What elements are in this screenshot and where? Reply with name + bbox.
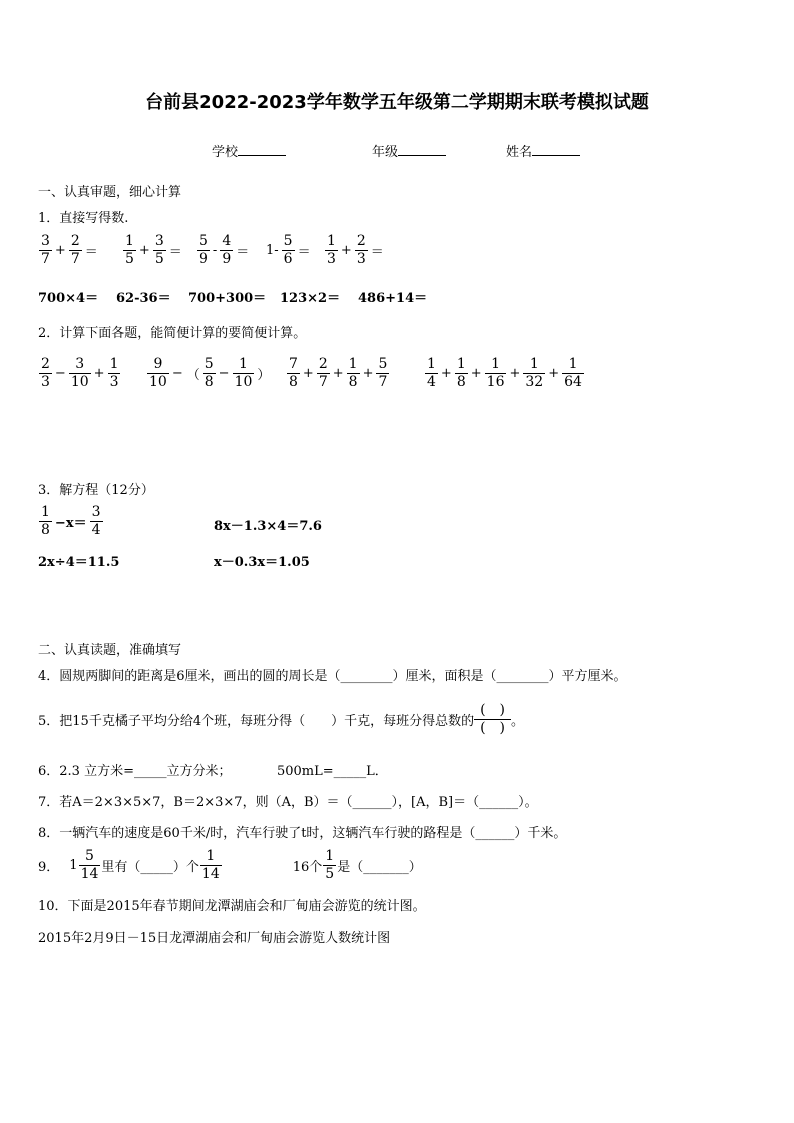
q1-calc-1: 700×4＝: [38, 291, 99, 306]
fraction: $\frac{5}{8}$: [204, 356, 214, 390]
q5-row: [38, 703, 524, 737]
school-blank[interactable]: [238, 155, 286, 156]
q3-equation-3: 2x÷4＝11.5: [38, 555, 120, 570]
fraction: $\frac{9}{10}$: [149, 356, 167, 390]
section1-heading: 一、认真审题，细心计算: [38, 185, 182, 200]
q2-expression-4: $\frac{1}{4}$ + $\frac{1}{8}$ + $\frac{1}{16}$ + $\frac{1}{32}$ + $\frac{1}{64}$: [427, 356, 582, 390]
fraction: $\frac{7}{8}$: [289, 356, 298, 390]
fraction: $\frac{1}{8}$: [41, 504, 50, 538]
grade-label: 年级: [372, 145, 399, 160]
fraction: $\frac{1}{8}$: [348, 356, 358, 390]
fraction: $\frac{3}{10}$: [70, 356, 89, 390]
fraction: $\frac{1}{32}$: [525, 356, 544, 390]
q3-equation-4: x－0.3x＝1.05: [214, 555, 310, 570]
fraction: $\frac{3}{5}$: [154, 233, 164, 267]
q9-label: 9．: [38, 859, 60, 875]
q9-text-2b: 是（_______）: [337, 859, 422, 875]
fraction: $\frac{5}{7}$: [378, 356, 388, 390]
q1-item-3: $\frac{5}{9}$ - $\frac{4}{9}$ ＝: [199, 233, 250, 267]
chart-caption: 2015年2月9日－15日龙潭湖庙会和厂甸庙会游览人数统计图: [38, 931, 391, 946]
q8-text: 8．一辆汽车的速度是60千米/时，汽车行驶了t时，这辆汽车行驶的路程是（______）千米。: [38, 826, 567, 841]
mixed-whole: 1: [69, 857, 78, 873]
q1-item-5: $\frac{1}{3}$ + $\frac{2}{3}$ ＝: [327, 233, 384, 267]
q1-calc-3: 700+300＝: [188, 291, 267, 306]
q1-item-2: $\frac{1}{5}$ + $\frac{3}{5}$ ＝: [125, 233, 182, 267]
fraction: $\frac{1}{3}$: [109, 356, 119, 390]
grade-field: [372, 141, 446, 160]
q5-text: 5．把15千克橘子平均分给4个班，每班分得（ ）千克，每班分得总数的: [38, 714, 475, 730]
fraction: $\frac{1}{14}$: [201, 848, 220, 882]
fraction: $\frac{1}{16}$: [486, 356, 505, 390]
name-label: 姓名: [506, 145, 533, 160]
q9-text-1: 里有（_____）个: [101, 859, 199, 875]
blank-fraction[interactable]: ( ) ( ): [474, 703, 511, 737]
q2-expression-2: $\frac{9}{10}$ − （ $\frac{5}{8}$ − $\frac{1}{10}$ ）: [149, 356, 271, 390]
fraction: $\frac{2}{7}$: [70, 233, 80, 267]
fraction: $\frac{1}{4}$: [427, 356, 436, 390]
q3-equation-1: $\frac{1}{8}$ −x＝ $\frac{3}{4}$: [41, 504, 101, 538]
school-label: 学校: [212, 145, 239, 160]
q2-expression-3: $\frac{7}{8}$ + $\frac{2}{7}$ + $\frac{1}{8}$ + $\frac{5}{7}$: [289, 356, 388, 390]
fraction: $\frac{3}{7}$: [41, 233, 50, 267]
q9-row: [38, 849, 422, 881]
q2-label: 2．计算下面各题，能简便计算的要简便计算。: [38, 326, 307, 341]
name-blank[interactable]: [532, 155, 580, 156]
fraction: $\frac{2}{3}$: [41, 356, 50, 390]
fraction: $\frac{1}{3}$: [327, 233, 336, 267]
fraction: $\frac{1}{10}$: [234, 356, 253, 390]
page-title: 台前县2022-2023学年数学五年级第二学期期末联考模拟试题: [145, 92, 649, 113]
fraction: $\frac{1}{5}$: [125, 233, 134, 267]
fraction: $\frac{5}{9}$: [199, 233, 208, 267]
q10-text: 10．下面是2015年春节期间龙潭湖庙会和厂甸庙会游览的统计图。: [38, 899, 426, 914]
q7-text: 7．若A＝2×3×5×7，B＝2×3×7，则（A，B）＝（______），[A，B]＝（______）。: [38, 795, 538, 810]
fraction: $\frac{2}{7}$: [318, 356, 328, 390]
q1-item-4: 1- $\frac{5}{6}$ ＝: [266, 233, 311, 267]
q1-calc-5: 486+14＝: [358, 291, 428, 306]
q4-text: 4．圆规两脚间的距离是6厘米，画出的圆的周长是（________）厘米，面积是（________）平方厘米。: [38, 669, 627, 684]
q3-equation-2: 8x－1.3×4＝7.6: [214, 519, 322, 534]
fraction: $\frac{4}{9}$: [222, 233, 232, 267]
q5-end: 。: [511, 714, 525, 730]
fraction: $\frac{1}{5}$: [325, 848, 335, 882]
name-field: [506, 141, 580, 160]
q1-calc-2: 62-36＝: [116, 291, 171, 306]
fraction: $\frac{2}{3}$: [356, 233, 366, 267]
q1-calc-4: 123×2＝: [280, 291, 341, 306]
fraction: $\frac{1}{8}$: [456, 356, 466, 390]
grade-blank[interactable]: [398, 155, 446, 156]
q2-expression-1: $\frac{2}{3}$ − $\frac{3}{10}$ + $\frac{1}{3}$: [41, 356, 119, 390]
q1-label: 1．直接写得数.: [38, 211, 129, 226]
q1-item-1: $\frac{3}{7}$ + $\frac{2}{7}$ ＝: [41, 233, 98, 267]
q9-text-2a: 16个: [292, 859, 323, 875]
q6-text: 6．2.3 立方米=_____立方分米； 500mL=_____L．: [38, 764, 388, 779]
school-field: [212, 141, 286, 160]
fraction: $\frac{5}{6}$: [283, 233, 293, 267]
fraction: $\frac{3}{4}$: [91, 504, 101, 538]
fraction: $\frac{1}{64}$: [564, 356, 582, 390]
section2-heading: 二、认真读题，准确填写: [38, 643, 182, 658]
fraction: $\frac{5}{14}$: [80, 848, 99, 882]
q3-label: 3．解方程（12分）: [38, 483, 154, 498]
